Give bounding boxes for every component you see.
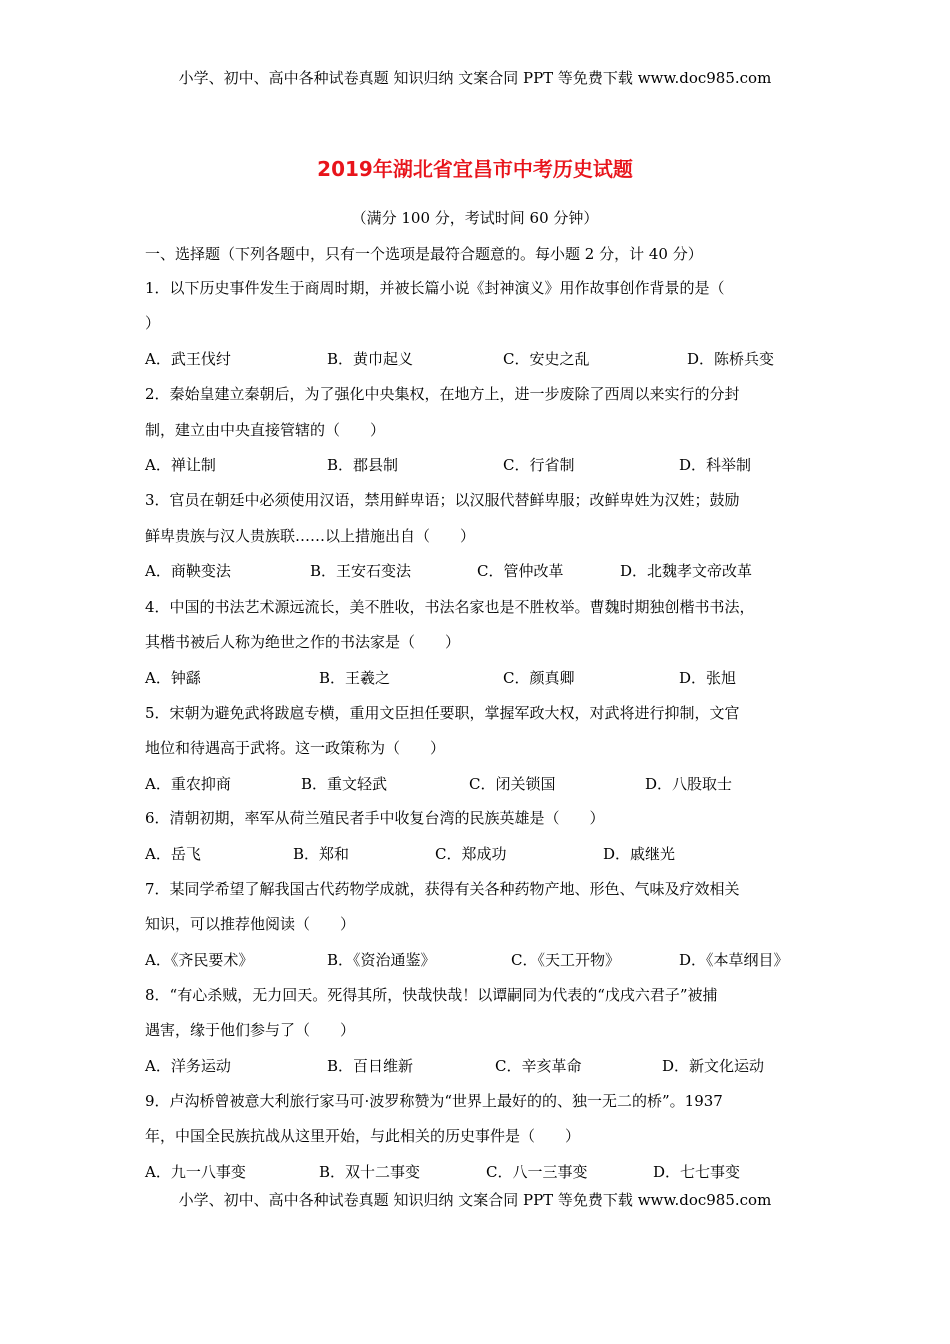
question-4-option-d: D．张旭 [679, 669, 737, 687]
question-9-stem-line-2: 年，中国全民族抗战从这里开始，与此相关的历史事件是（ ） [145, 1127, 581, 1145]
question-1-option-d: D．陈桥兵变 [687, 350, 775, 368]
question-3-option-d: D．北魏孝文帝改革 [620, 562, 753, 580]
question-7-option-d: D．《本草纲目》 [679, 951, 789, 969]
question-1-option-a: A．武王伐纣 [145, 350, 231, 368]
question-6-options [145, 844, 813, 864]
question-7-stem-line-2: 知识，可以推荐他阅读（ ） [145, 915, 356, 933]
question-5-option-c: C．闭关锁国 [469, 775, 556, 793]
question-8-options [145, 1056, 813, 1076]
question-1-stem-line-2: ） [145, 314, 161, 332]
question-9-option-d: D．七七事变 [653, 1163, 741, 1181]
question-3-stem-line-1: 3．官员在朝廷中必须使用汉语，禁用鲜卑语；以汉服代替鲜卑服；改鲜卑姓为汉姓；鼓励 [145, 491, 740, 509]
question-4-option-a: A．钟繇 [145, 669, 201, 687]
question-5-option-a: A．重农抑商 [145, 775, 231, 793]
question-4-stem-line-1: 4．中国的书法艺术源远流长，美不胜收，书法名家也是不胜枚举。曹魏时期独创楷书书法， [145, 598, 755, 616]
question-9-option-c: C．八一三事变 [486, 1163, 588, 1181]
section-heading: 一、选择题（下列各题中，只有一个选项是最符合题意的。每小题 2 分，计 40 分） [145, 245, 703, 263]
question-9-option-a: A．九一八事变 [145, 1163, 246, 1181]
question-1-option-c: C．安史之乱 [503, 350, 590, 368]
question-6-stem-line-1: 6．清朝初期，率军从荷兰殖民者手中收复台湾的民族英雄是（ ） [145, 809, 605, 827]
question-7-option-b: B．《资治通鉴》 [327, 951, 436, 969]
question-7-options [145, 950, 813, 970]
question-8-stem-line-2: 遇害，缘于他们参与了（ ） [145, 1021, 356, 1039]
question-4-option-b: B．王羲之 [319, 669, 391, 687]
question-6-option-a: A．岳飞 [145, 845, 201, 863]
question-3-option-a: A．商鞅变法 [145, 562, 231, 580]
question-1-options [145, 349, 813, 369]
question-2-option-a: A．禅让制 [145, 456, 216, 474]
question-3-options [145, 561, 813, 581]
question-5-options [145, 774, 813, 794]
question-4-stem-line-2: 其楷书被后人称为绝世之作的书法家是（ ） [145, 633, 461, 651]
question-8-option-b: B．百日维新 [327, 1057, 414, 1075]
question-7-stem-line-1: 7．某同学希望了解我国古代药物学成就，获得有关各种药物产地、形色、气味及疗效相关 [145, 880, 740, 898]
question-5-option-b: B．重文轻武 [301, 775, 388, 793]
footer-banner: 小学、初中、高中各种试卷真题 知识归纳 文案合同 PPT 等免费下载 www.doc985.com [178, 1191, 772, 1209]
question-2-option-d: D．科举制 [679, 456, 752, 474]
question-5-option-d: D．八股取士 [645, 775, 733, 793]
question-1-option-b: B．黄巾起义 [327, 350, 414, 368]
question-4-option-c: C．颜真卿 [503, 669, 575, 687]
question-2-stem-line-1: 2．秦始皇建立秦朝后，为了强化中央集权，在地方上，进一步废除了西周以来实行的分封 [145, 385, 740, 403]
question-8-stem-line-1: 8．“有心杀贼，无力回天。死得其所，快哉快哉！以谭嗣同为代表的“戊戌六君子”被捕 [145, 986, 718, 1004]
header-banner: 小学、初中、高中各种试卷真题 知识归纳 文案合同 PPT 等免费下载 www.doc985.com [178, 69, 772, 87]
question-8-option-d: D．新文化运动 [662, 1057, 765, 1075]
question-9-stem-line-1: 9．卢沟桥曾被意大利旅行家马可·波罗称赞为“世界上最好的的、独一无二的桥”。1937 [145, 1092, 723, 1110]
question-7-option-a: A．《齐民要术》 [145, 951, 254, 969]
question-2-option-c: C．行省制 [503, 456, 575, 474]
question-2-stem-line-2: 制，建立由中央直接管辖的（ ） [145, 421, 386, 439]
exam-info: （满分 100 分，考试时间 60 分钟） [351, 209, 599, 227]
question-9-options [145, 1162, 813, 1182]
question-8-option-a: A．洋务运动 [145, 1057, 231, 1075]
question-7-option-c: C．《天工开物》 [511, 951, 620, 969]
question-6-option-c: C．郑成功 [435, 845, 507, 863]
question-3-option-b: B．王安石变法 [310, 562, 412, 580]
question-1-stem-line-1: 1．以下历史事件发生于商周时期，并被长篇小说《封神演义》用作故事创作背景的是（ [145, 279, 725, 297]
question-2-option-b: B．郡县制 [327, 456, 399, 474]
question-6-option-b: B．郑和 [293, 845, 350, 863]
page-title: 2019年湖北省宜昌市中考历史试题 [317, 157, 633, 181]
question-5-stem-line-1: 5．宋朝为避免武将跋扈专横，重用文臣担任要职，掌握军政大权，对武将进行抑制，文官 [145, 704, 740, 722]
question-3-option-c: C．管仲改革 [477, 562, 564, 580]
question-6-option-d: D．戚继光 [603, 845, 676, 863]
question-4-options [145, 668, 813, 688]
question-3-stem-line-2: 鲜卑贵族与汉人贵族联……以上措施出自（ ） [145, 527, 476, 545]
question-2-options [145, 455, 813, 475]
question-9-option-b: B．双十二事变 [319, 1163, 421, 1181]
question-8-option-c: C．辛亥革命 [495, 1057, 582, 1075]
question-5-stem-line-2: 地位和待遇高于武将。这一政策称为（ ） [145, 739, 446, 757]
